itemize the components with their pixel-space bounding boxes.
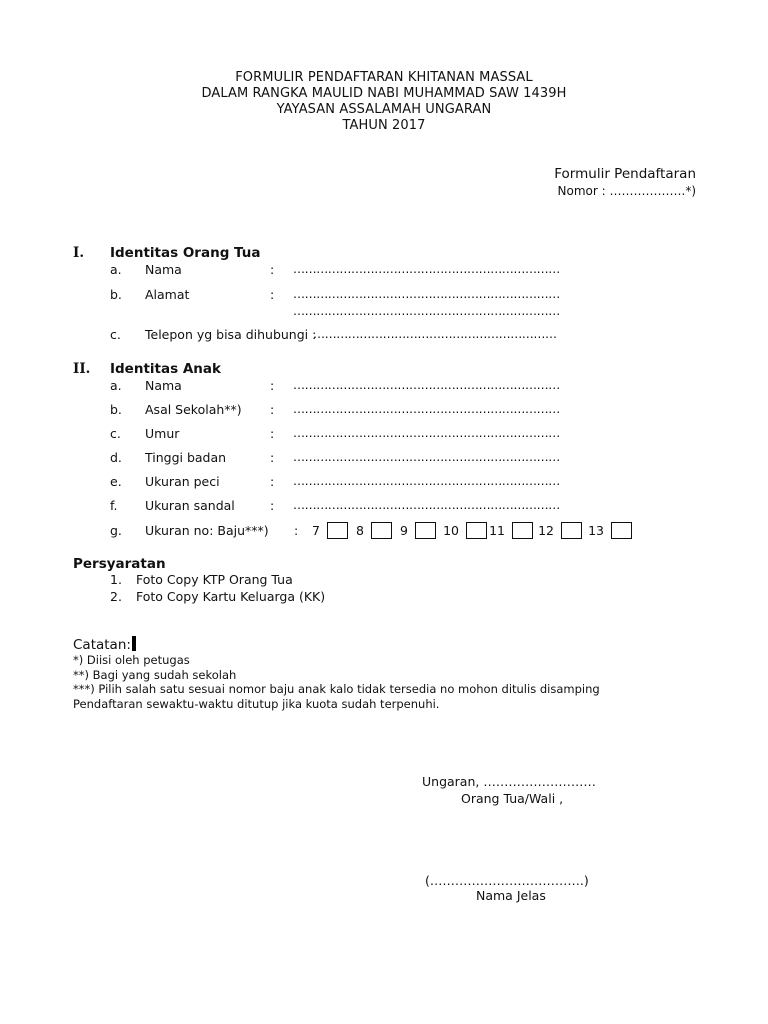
text-cursor xyxy=(132,636,136,651)
shirt-size-number: 8 xyxy=(356,523,364,538)
row-letter: b. xyxy=(110,402,122,417)
registration-form-label: Formulir Pendaftaran xyxy=(554,166,696,182)
child-cap-size-field[interactable]: …………………………………………………………… xyxy=(293,474,560,488)
row-letter: g. xyxy=(110,523,122,538)
shirt-size-option-7[interactable] xyxy=(305,521,348,541)
requirement-number: 1. xyxy=(110,572,122,587)
shirt-size-checkbox[interactable] xyxy=(466,522,487,539)
shirt-size-checkbox[interactable] xyxy=(415,522,436,539)
signature-name-label: Nama Jelas xyxy=(476,888,546,903)
notes-title xyxy=(73,636,136,653)
shirt-size-option-11[interactable] xyxy=(489,521,533,541)
parent-name-label: Nama xyxy=(145,262,182,277)
parent-name-field[interactable]: …………………………………………………………… xyxy=(293,262,560,276)
row-letter: f. xyxy=(110,498,118,513)
row-colon: : xyxy=(270,262,275,277)
section-2-number: II. xyxy=(73,361,91,377)
shirt-size-number: 9 xyxy=(400,523,408,538)
shirt-size-checkbox[interactable] xyxy=(512,522,533,539)
shirt-size-checkbox[interactable] xyxy=(611,522,632,539)
parent-address-label: Alamat xyxy=(145,287,190,302)
shirt-size-number: 10 xyxy=(443,523,459,538)
section-1-title: Identitas Orang Tua xyxy=(110,245,261,261)
row-colon: : xyxy=(270,287,275,302)
notes-title-text: Catatan: xyxy=(73,637,131,653)
shirt-size-option-12[interactable] xyxy=(536,521,582,541)
shirt-size-checkbox[interactable] xyxy=(371,522,392,539)
row-colon: : xyxy=(270,474,275,489)
child-age-field[interactable]: …………………………………………………………… xyxy=(293,426,560,440)
note-line: **) Bagi yang sudah sekolah xyxy=(73,668,237,682)
child-height-label: Tinggi badan xyxy=(145,450,227,465)
form-title-line-3: YAYASAN ASSALAMAH UNGARAN xyxy=(276,102,492,117)
shirt-size-label: Ukuran no: Baju***) xyxy=(145,523,269,538)
shirt-size-number: 7 xyxy=(312,523,320,538)
row-letter: a. xyxy=(110,262,122,277)
shirt-size-option-8[interactable] xyxy=(350,521,392,541)
note-line: ***) Pilih salah satu sesuai nomor baju anak kalo tidak tersedia no mohon ditulis disamping xyxy=(73,682,600,696)
child-cap-size-label: Ukuran peci xyxy=(145,474,220,489)
parent-phone-label: Telepon yg bisa dihubungi : xyxy=(145,327,317,342)
row-colon: : xyxy=(270,450,275,465)
row-letter: b. xyxy=(110,287,122,302)
note-line: *) Diisi oleh petugas xyxy=(73,653,190,667)
section-2-title: Identitas Anak xyxy=(110,361,221,377)
row-colon: : xyxy=(294,523,299,538)
section-1-number: I. xyxy=(73,245,85,261)
child-school-label: Asal Sekolah**) xyxy=(145,402,242,417)
row-letter: a. xyxy=(110,378,122,393)
row-colon: : xyxy=(270,498,275,513)
child-age-label: Umur xyxy=(145,426,180,441)
requirement-text: Foto Copy KTP Orang Tua xyxy=(136,572,293,587)
row-letter: d. xyxy=(110,450,122,465)
child-name-field[interactable]: …………………………………………………………… xyxy=(293,378,560,392)
requirements-title: Persyaratan xyxy=(73,556,166,572)
shirt-size-number: 11 xyxy=(489,523,505,538)
row-letter: e. xyxy=(110,474,122,489)
note-line: Pendaftaran sewaktu-waktu ditutup jika kuota sudah terpenuhi. xyxy=(73,697,440,711)
requirement-text: Foto Copy Kartu Keluarga (KK) xyxy=(136,589,326,604)
parent-address-field-line-2[interactable]: …………………………………………………………… xyxy=(293,304,560,318)
row-letter: c. xyxy=(110,327,121,342)
registration-number-field[interactable]: Nomor : ……………….*) xyxy=(557,184,696,198)
row-colon: : xyxy=(270,402,275,417)
child-sandal-size-label: Ukuran sandal xyxy=(145,498,235,513)
shirt-size-number: 13 xyxy=(588,523,604,538)
shirt-size-option-10[interactable] xyxy=(442,521,487,541)
child-sandal-size-field[interactable]: …………………………………………………………… xyxy=(293,498,560,512)
signature-role: Orang Tua/Wali , xyxy=(461,791,564,806)
row-colon: : xyxy=(270,378,275,393)
requirement-number: 2. xyxy=(110,589,122,604)
row-letter: c. xyxy=(110,426,121,441)
form-title-line-2: DALAM RANGKA MAULID NABI MUHAMMAD SAW 1439H xyxy=(201,86,567,101)
shirt-size-number: 12 xyxy=(538,523,554,538)
parent-phone-field[interactable]: ……………………………………………………… xyxy=(313,327,557,341)
form-title-line-1: FORMULIR PENDAFTARAN KHITANAN MASSAL xyxy=(235,70,533,85)
row-colon: : xyxy=(270,426,275,441)
child-name-label: Nama xyxy=(145,378,182,393)
child-height-field[interactable]: …………………………………………………………… xyxy=(293,450,560,464)
signature-place-date[interactable]: Ungaran, ……………………… xyxy=(422,774,596,789)
child-school-field[interactable]: …………………………………………………………… xyxy=(293,402,560,416)
shirt-size-checkbox[interactable] xyxy=(327,522,348,539)
shirt-size-option-9[interactable] xyxy=(394,521,436,541)
shirt-size-option-13[interactable] xyxy=(584,521,632,541)
form-title-line-4: TAHUN 2017 xyxy=(342,118,426,133)
shirt-size-checkbox[interactable] xyxy=(561,522,582,539)
signature-name-field[interactable]: (……………………………….) xyxy=(425,873,589,888)
parent-address-field[interactable]: …………………………………………………………… xyxy=(293,287,560,301)
